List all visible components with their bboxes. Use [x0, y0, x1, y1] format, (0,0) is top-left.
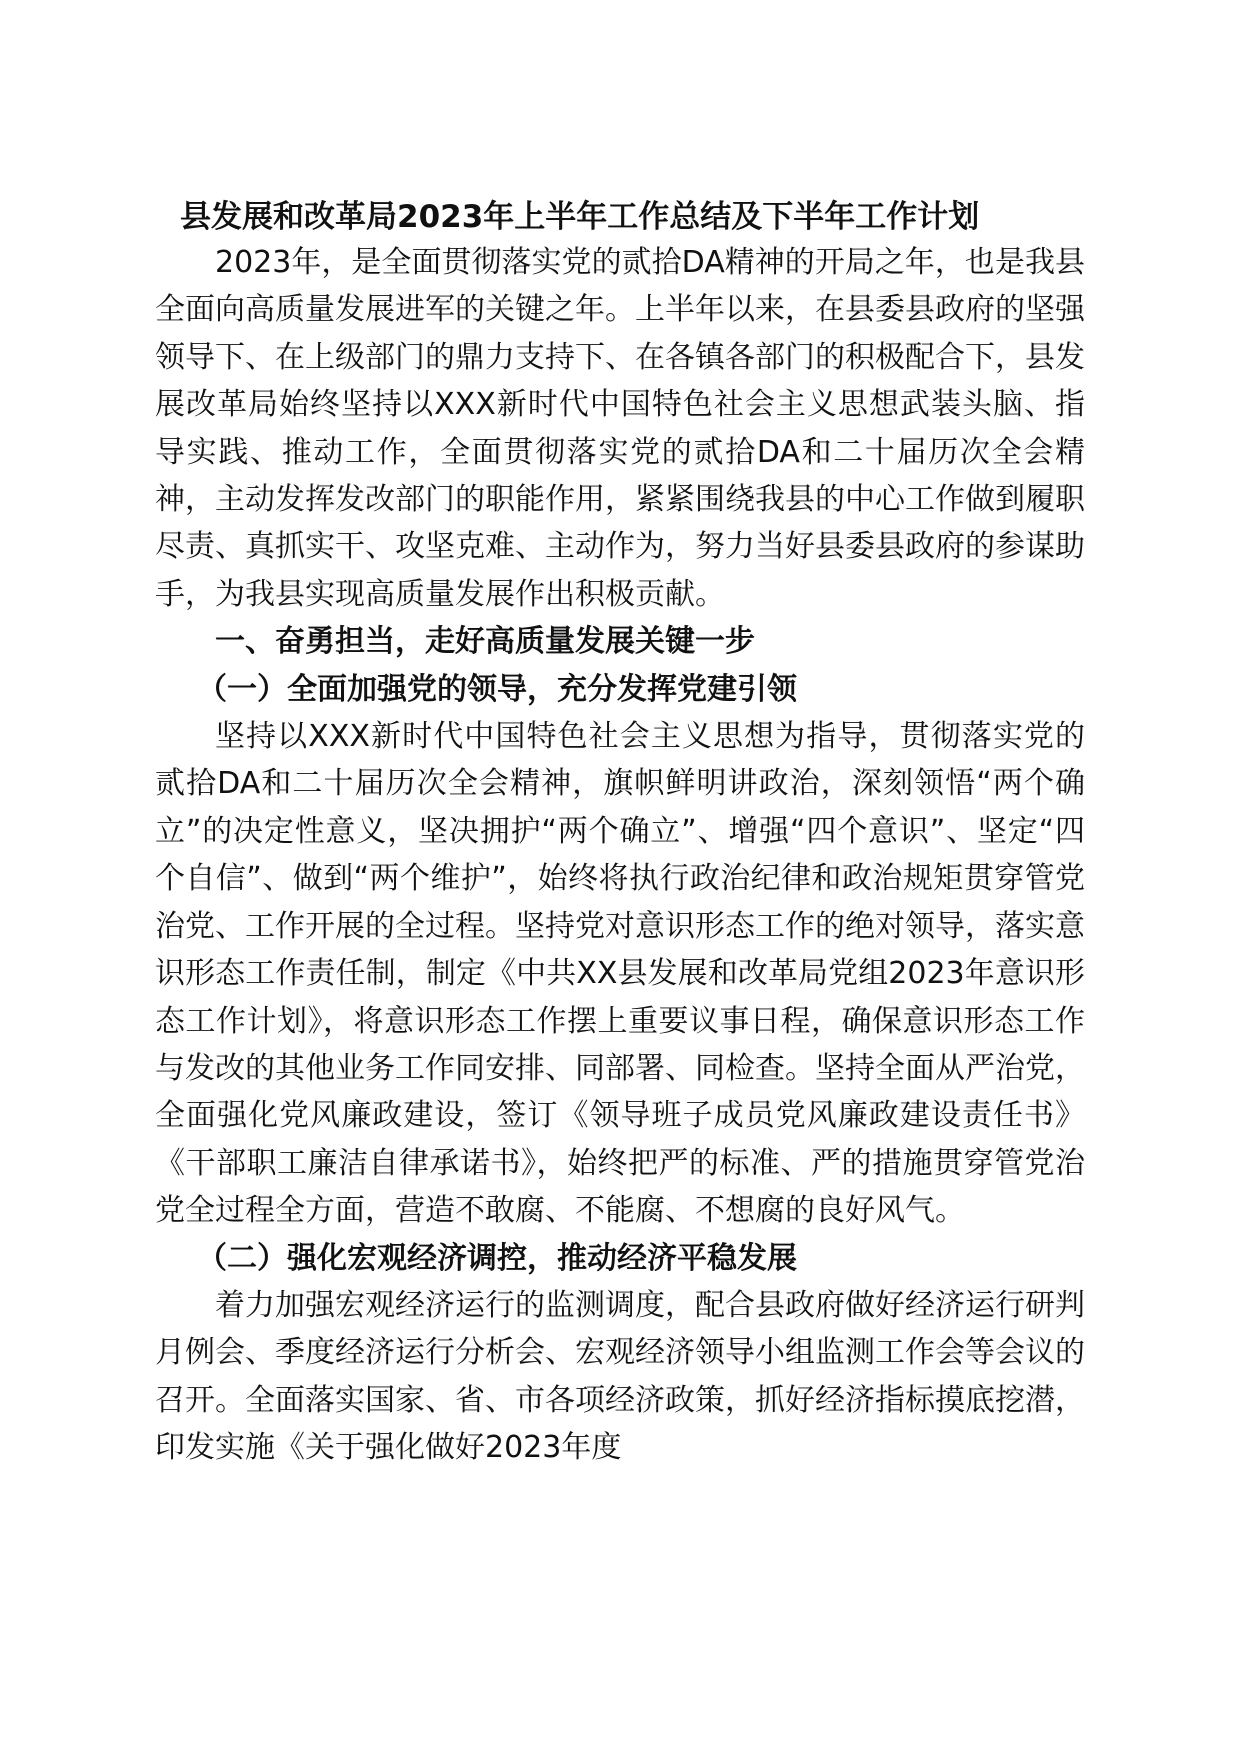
- subsection-1-body: 坚持以XXX新时代中国特色社会主义思想为指导，贯彻落实党的贰拾DA和二十届历次全会精神，旗帜鲜明讲政治，深刻领悟“两个确立”的决定性意义，坚决拥护“两个确立”、增强“四个意识”、坚定“四个自信”、做到“两个维护”，始终将执行政治纪律和政治规矩贯穿管党治党、工作开展的全过程。坚持党对意识形态工作的绝对领导，落实意识形态工作责任制，制定《中共XX县发展和改革局党组2023年意识形态工作计划》，将意识形态工作摆上重要议事日程，确保意识形态工作与发改的其他业务工作同安排、同部署、同检查。坚持全面从严治党，全面强化党风廉政建设，签订《领导班子成员党风廉政建设责任书》《干部职工廉洁自律承诺书》，始终把严的标准、严的措施贯穿管党治党全过程全方面，营造不敢腐、不能腐、不想腐的良好风气。: [155, 719, 1085, 1229]
- intro-paragraph: 2023年，是全面贯彻落实党的贰拾DA精神的开局之年，也是我县全面向高质量发展进军的关键之年。上半年以来，在县委县政府的坚强领导下、在上级部门的鼎力支持下、在各镇各部门的积极配合下，县发展改革局始终坚持以XXX新时代中国特色社会主义思想武装头脑、指导实践、推动工作，全面贯彻落实党的贰拾DA和二十届历次全会精神，主动发挥发改部门的职能作用，紧紧围绕我县的中心工作做到履职尽责、真抓实干、攻坚克难、主动作为，努力当好县委县政府的参谋助手，为我县实现高质量发展作出积极贡献。: [155, 245, 1085, 612]
- subsection-2-heading: （二）强化宏观经济调控，推动经济平稳发展: [197, 1240, 797, 1276]
- document-title: 县发展和改革局2023年上半年工作总结及下半年工作计划: [180, 199, 980, 235]
- subsection-1-heading: （一）全面加强党的领导，充分发挥党建引领: [197, 671, 797, 707]
- document-page: [155, 195, 1085, 1472]
- section-1-heading: 一、奋勇担当，走好高质量发展关键一步: [215, 624, 755, 660]
- subsection-2-body: 着力加强宏观经济运行的监测调度，配合县政府做好经济运行研判月例会、季度经济运行分析会、宏观经济领导小组监测工作会等会议的召开。全面落实国家、省、市各项经济政策，抓好经济指标摸底挖潜，印发实施《关于强化做好2023年度: [155, 1287, 1085, 1466]
